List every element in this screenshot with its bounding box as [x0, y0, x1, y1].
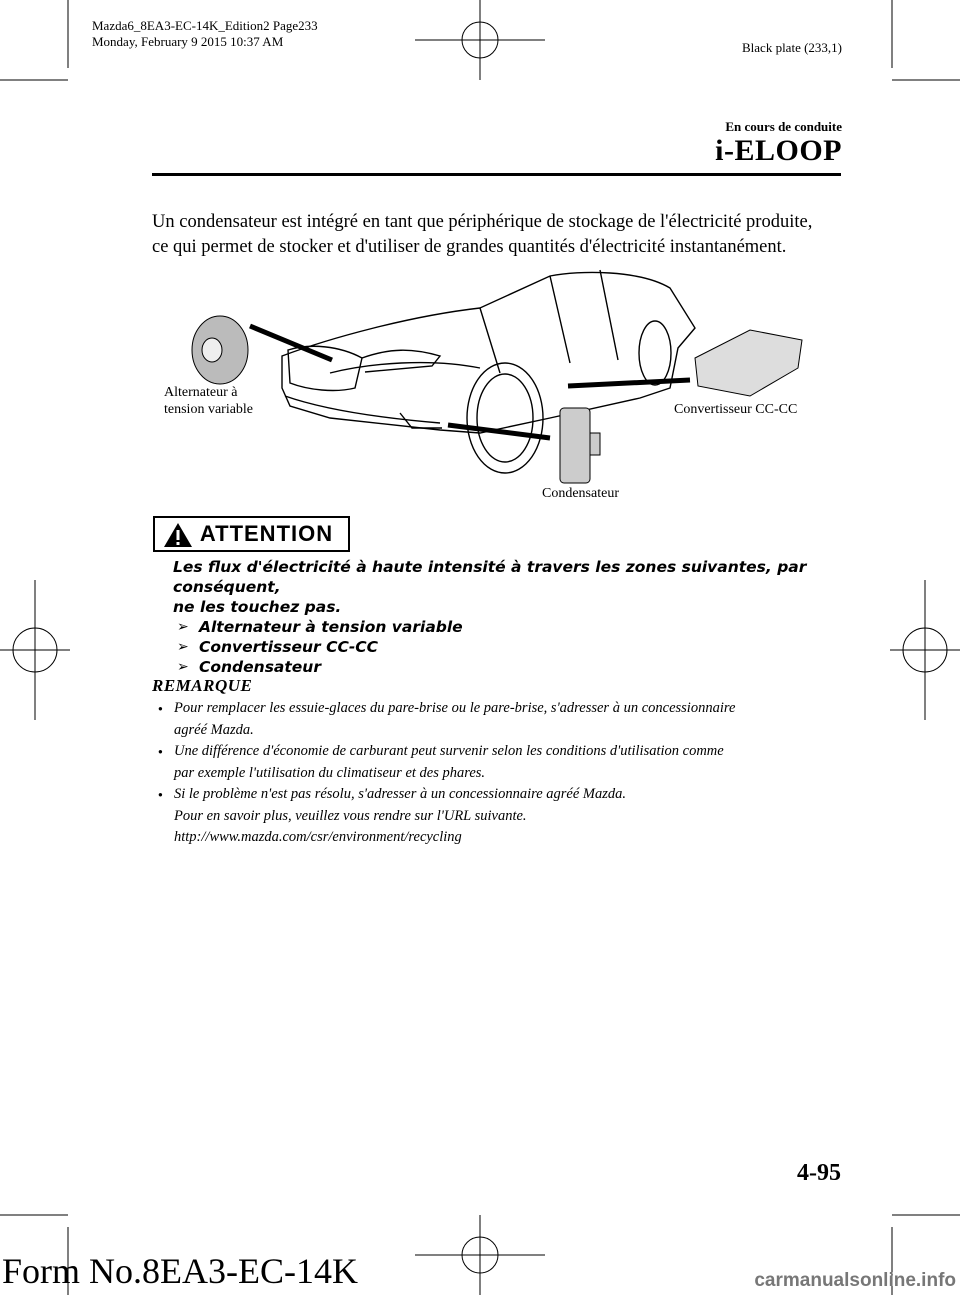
- converter-part: [695, 330, 802, 396]
- label-alternator-line: tension variable: [164, 402, 254, 417]
- attention-line: Les flux d'électricité à haute intensité à travers les zones suivantes, par conséquent,: [173, 558, 807, 596]
- note-title: REMARQUE: [152, 676, 253, 695]
- label-capacitor: Condensateur: [542, 486, 619, 501]
- label-alternator-line: Alternateur à: [164, 385, 238, 400]
- form-number: Form No.8EA3-EC-14K: [2, 1251, 358, 1291]
- intro-line: ce qui permet de stocker et d'utiliser de grandes quantités d'électricité instantanément.: [152, 237, 787, 257]
- note-url[interactable]: http://www.mazda.com/csr/environment/recycling: [174, 829, 462, 845]
- intro-paragraph: [152, 210, 852, 260]
- note-item: [152, 741, 842, 784]
- label-alternator: [164, 384, 253, 418]
- page-number: 4-95: [797, 1160, 841, 1186]
- attention-text: [173, 557, 853, 677]
- car-drawing: [150, 268, 850, 508]
- note-list: [152, 698, 842, 849]
- intro-line: Un condensateur est intégré en tant que périphérique de stockage de l'électricité produite,: [152, 212, 813, 232]
- chapter-title: i-ELOOP: [715, 134, 842, 167]
- print-info: [92, 18, 318, 50]
- attention-item: ➢ Convertisseur CC-CC: [173, 637, 853, 657]
- warning-icon: [163, 522, 193, 548]
- note-item: [152, 698, 842, 741]
- attention-item: ➢ Alternateur à tension variable: [173, 617, 853, 637]
- section-title: En cours de conduite: [725, 119, 842, 134]
- note-line: ● Si le problème n'est pas résolu, s'adresser à un concessionnaire agréé Mazda.: [174, 786, 627, 802]
- note-line: ● Pour remplacer les essuie-glaces du pare-brise ou le pare-brise, s'adresser à un concessionnaire: [174, 700, 736, 716]
- attention-line: ne les touchez pas.: [173, 598, 342, 616]
- note-line: Pour en savoir plus, veuillez vous rendre sur l'URL suivante.: [174, 807, 527, 824]
- watermark: carmanualsonline.info: [754, 1270, 956, 1291]
- capacitor-part: [560, 408, 600, 483]
- attention-item: ➢ Condensateur: [173, 657, 853, 677]
- note-line: agréé Mazda.: [174, 721, 254, 738]
- print-file-name: Mazda6_8EA3-EC-14K_Edition2 Page233: [92, 18, 318, 33]
- attention-title: ATTENTION: [199, 521, 334, 546]
- attention-header: [153, 516, 350, 552]
- alternator-part: [192, 316, 248, 384]
- note-item: [152, 784, 842, 849]
- print-date: Monday, February 9 2015 10:37 AM: [92, 34, 284, 49]
- note-line: par exemple l'utilisation du climatiseur et des phares.: [174, 764, 486, 781]
- attention-list: [173, 617, 853, 677]
- header-rule: [152, 173, 841, 176]
- note-line: ● Une différence d'économie de carburant peut survenir selon les conditions d'utilisation comme: [174, 743, 724, 759]
- label-converter: Convertisseur CC-CC: [674, 402, 798, 417]
- plate-info: Black plate (233,1): [742, 40, 842, 55]
- car-illustration: [150, 268, 850, 508]
